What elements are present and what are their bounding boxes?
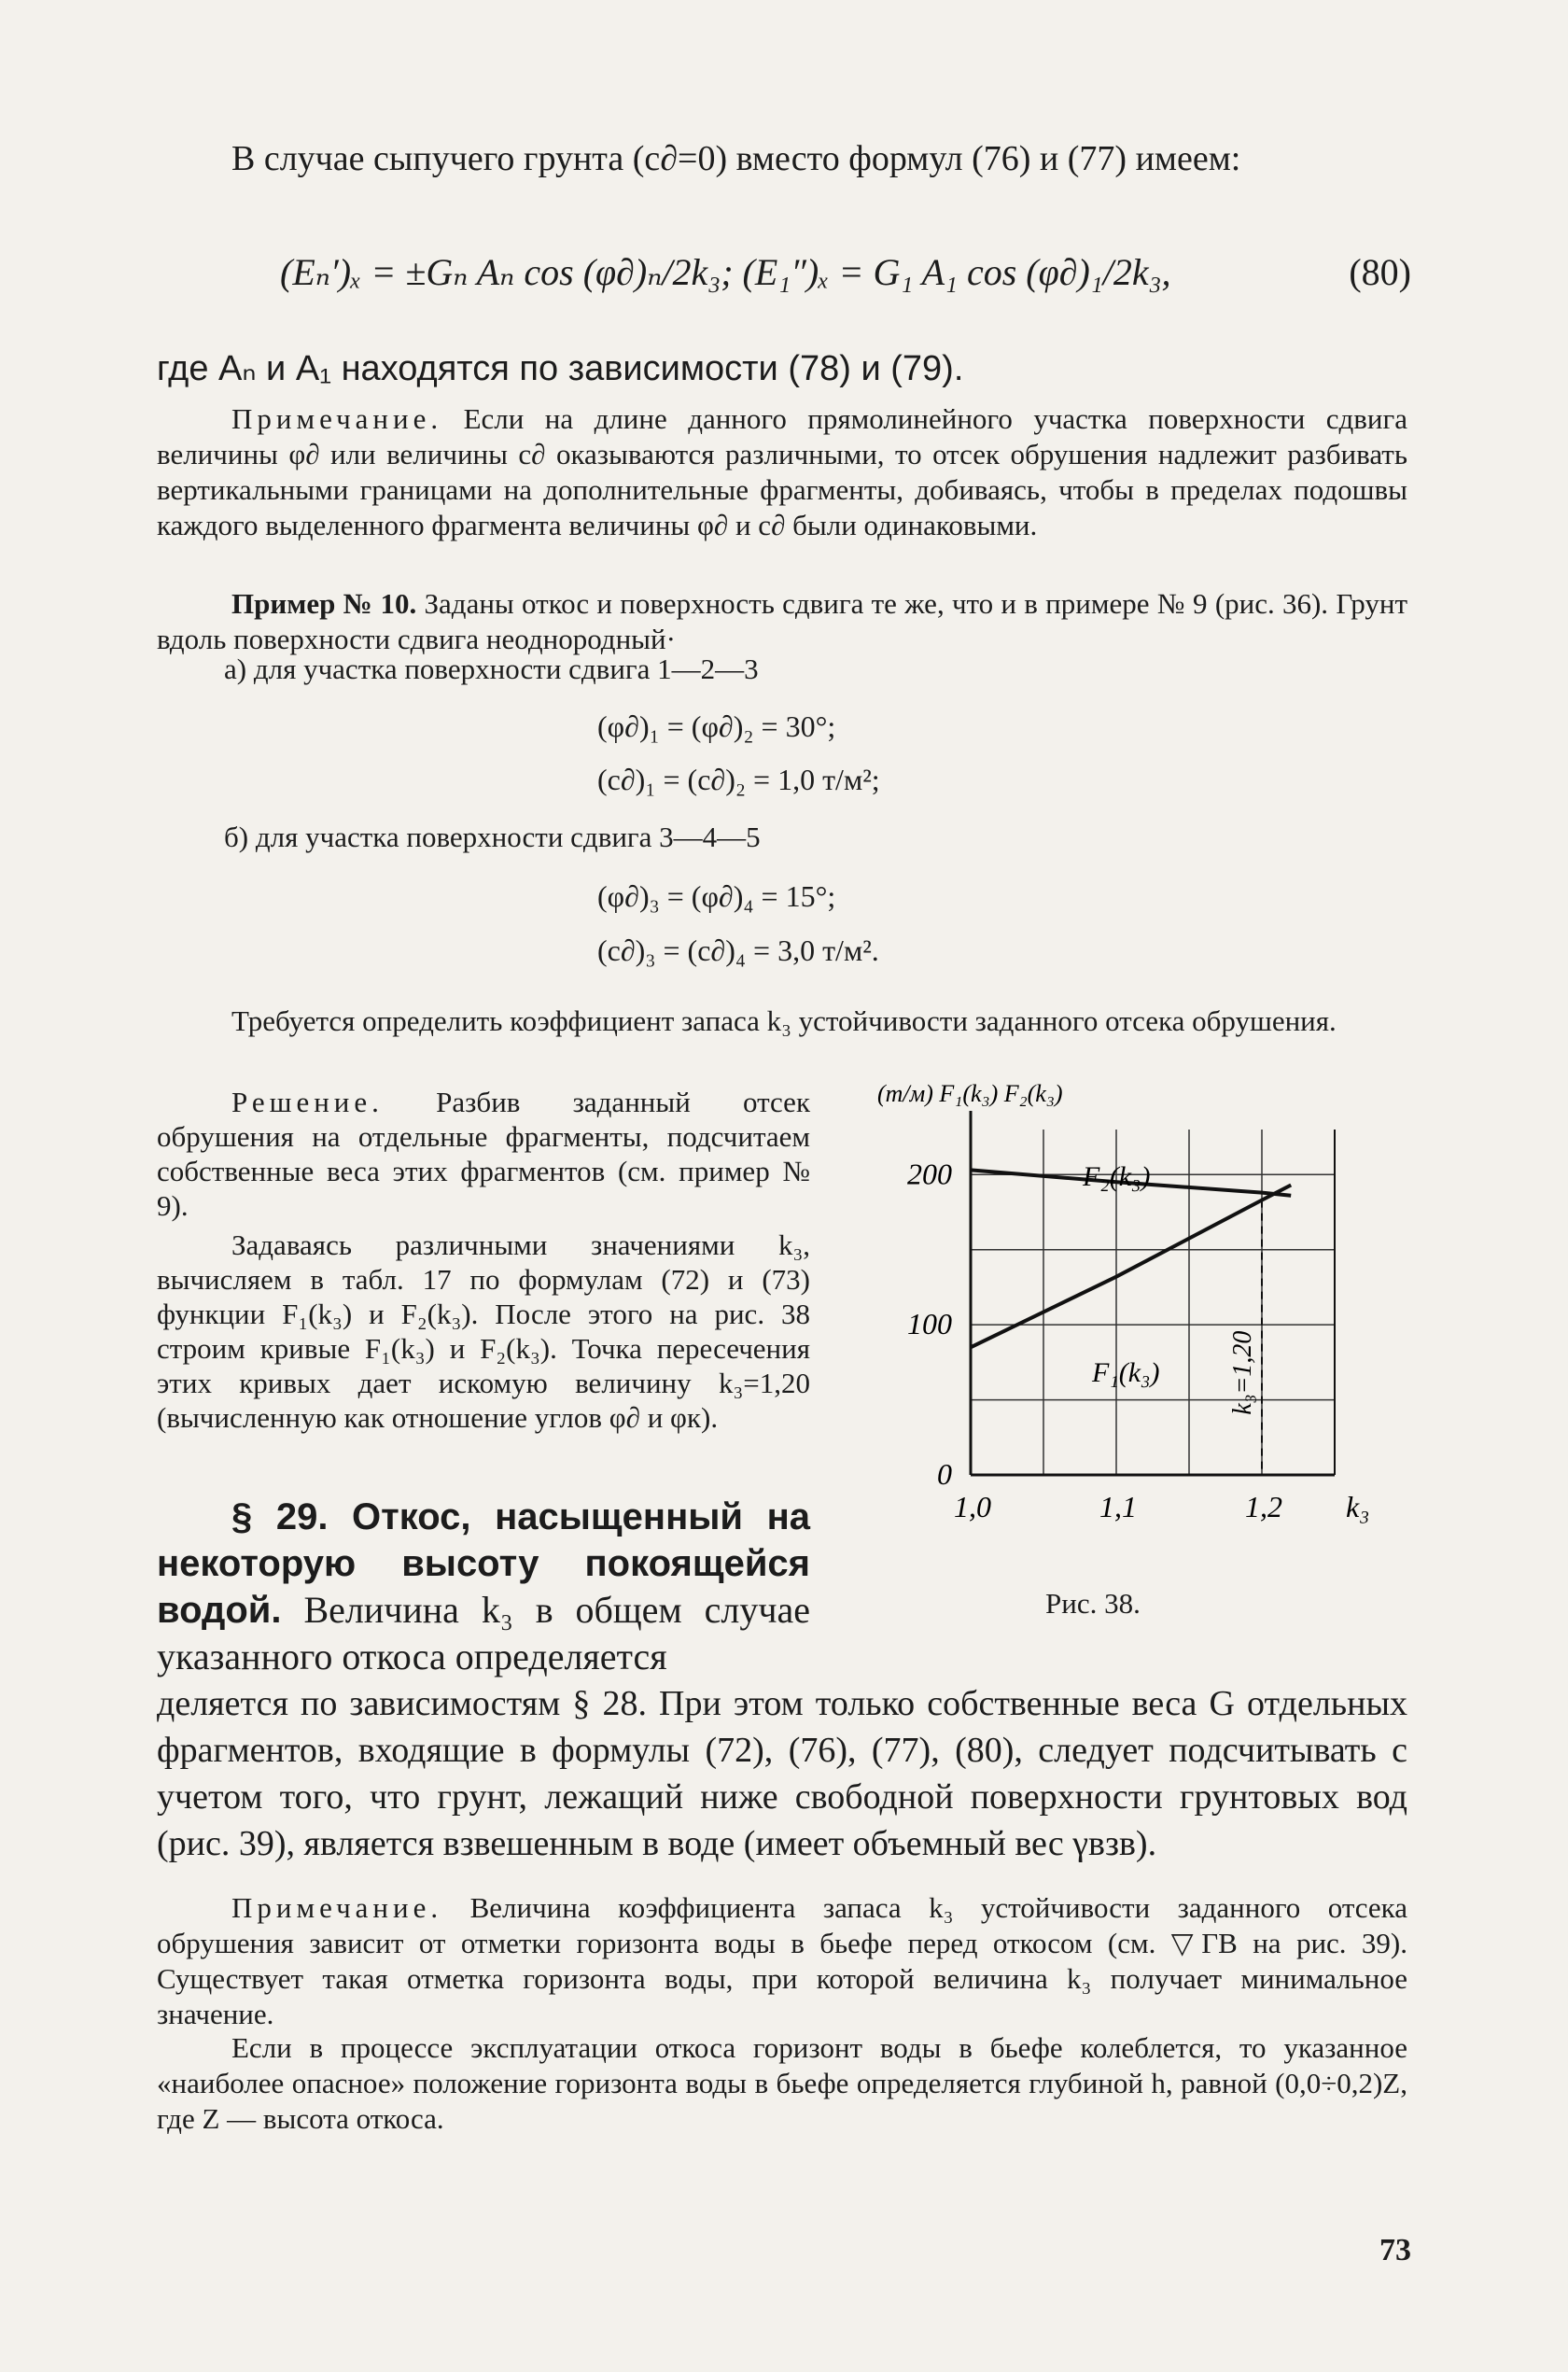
note-1 [157, 401, 1407, 543]
y-tick-label-2: 200 [907, 1157, 952, 1191]
chart-svg [868, 1083, 1391, 1568]
y-tick-label-1: 100 [907, 1307, 952, 1341]
solution-text: Разбив заданный отсек обрушения на отдельные фрагменты, подсчитаем собственные веса этих фрагментов (см. пример № 9). [157, 1086, 811, 1222]
formula-80-number: (80) [1349, 251, 1411, 293]
condition-b1: (φ∂)₃ = (φ∂)₄ = 15°; [597, 879, 836, 913]
paragraph-where: где Aₙ и A₁ находятся по зависимости (78) и (79). [157, 349, 964, 388]
solution-paragraph [157, 1085, 810, 1223]
paragraph-intro: В случае сыпучего грунта (c∂=0) вместо формул (76) и (77) имеем: [231, 139, 1241, 178]
series-label-1: F₁(k₃) [1092, 1357, 1160, 1388]
section-29-title: § 29. Откос, насыщенный на некоторую высоту покоящейся водой. [157, 1496, 810, 1631]
example-10 [157, 586, 1407, 657]
condition-b2: (c∂)₃ = (c∂)₄ = 3,0 т/м². [597, 933, 879, 967]
section-29 [157, 1494, 810, 1680]
x-tick-label-1: 1,1 [1099, 1490, 1137, 1523]
item-a: а) для участка поверхности сдвига 1—2—3 [224, 653, 759, 685]
series-line-1 [971, 1186, 1291, 1348]
condition-a1: (φ∂)₁ = (φ∂)₂ = 30°; [597, 709, 836, 743]
x-axis-label: k₃ [1346, 1490, 1370, 1523]
paragraph-last: Если в процессе эксплуатации откоса горизонт воды в бьефе колеблется, то указанное «наиболее опасное» положение горизонта воды в бьефе определяется глубиной h, равной (0,0÷0,2)Z, где Z — высота откоса. [157, 2031, 1407, 2135]
y-axis-label: (т/м) F₁(k₃) F₂(k₃) [877, 1083, 1063, 1107]
note-2-label: Примечание. [231, 1891, 443, 1924]
section-29-continued: деляется по зависимостям § 28. При этом только собственные веса G отдельных фрагментов, входящие в формулы (72), (76), (77), (80), следует подсчитывать с учетом того, что грунт, лежащий ниже свободной поверхности грунтовых вод (рис. 39), является взвешенным в воде (имеет объемный вес γвзв). [157, 1684, 1407, 1863]
solution-paragraph-2: Задаваясь различными значениями k₃, вычисляем в табл. 17 по формулам (72) и (73) функции F₁(k₃) и F₂(k₃). После этого на рис. 38 строим кривые F₁(k₃) и F₂(k₃). Точка пересечения этих кривых дает искомую величину k₃=1,20 (вычисленную как отношение углов φ∂ и φк). [157, 1228, 810, 1434]
formula-80: (Eₙ′)ₓ = ±Gₙ Aₙ cos (φ∂)ₙ/2k₃; (E₁″)ₓ = G₁ A₁ cos (φ∂)₁/2k₃, [280, 251, 1171, 293]
x-tick-label-2: 1,2 [1245, 1490, 1282, 1523]
example-10-text: Заданы откос и поверхность сдвига те же, что и в примере № 9 (рис. 36). Грунт вдоль поверхности сдвига неоднородный· [157, 587, 1408, 655]
x-tick-label-0: 1,0 [954, 1490, 991, 1523]
item-b: б) для участка поверхности сдвига 3—4—5 [224, 821, 761, 853]
section-29-text-left: Величина k₃ в общем случае указанного откоса определяется [157, 1589, 811, 1677]
note-2-text: Величина коэффициента запаса k₃ устойчивости заданного отсека обрушения зависит от отметки горизонта воды в бьефе перед откосом (см. ▽ГВ на рис. 39). Существует такая отметка горизонта воды, при которой величина k₃ получает минимальное значение. [157, 1891, 1407, 2030]
condition-a2: (c∂)₁ = (c∂)₂ = 1,0 т/м²; [597, 763, 880, 796]
figure-38 [868, 1083, 1391, 1568]
example-10-label: Пример № 10. [231, 587, 417, 620]
y-tick-label-0: 0 [937, 1457, 952, 1491]
note-2 [157, 1890, 1407, 2032]
note-1-label: Примечание. [231, 402, 443, 435]
series-label-0: F₂(k₃) [1083, 1161, 1151, 1192]
figure-caption: Рис. 38. [1045, 1587, 1141, 1620]
solution-label: Решение. [231, 1086, 384, 1118]
note-1-text: Если на длине данного прямолинейного участка поверхности сдвига величины φ∂ или величины c∂ оказываются различными, то отсек обрушения надлежит разбивать вертикальными границами на дополнительные фрагменты, добиваясь, чтобы в пределах подошвы каждого выделенного фрагмента величины φ∂ и c∂ были одинаковыми. [157, 402, 1407, 541]
paragraph-required: Требуется определить коэффициент запаса k₃ устойчивости заданного отсека обрушения. [231, 1004, 1337, 1037]
page-number: 73 [1379, 2233, 1411, 2267]
intersection-annotation: k₃=1,20 [1228, 1330, 1257, 1415]
